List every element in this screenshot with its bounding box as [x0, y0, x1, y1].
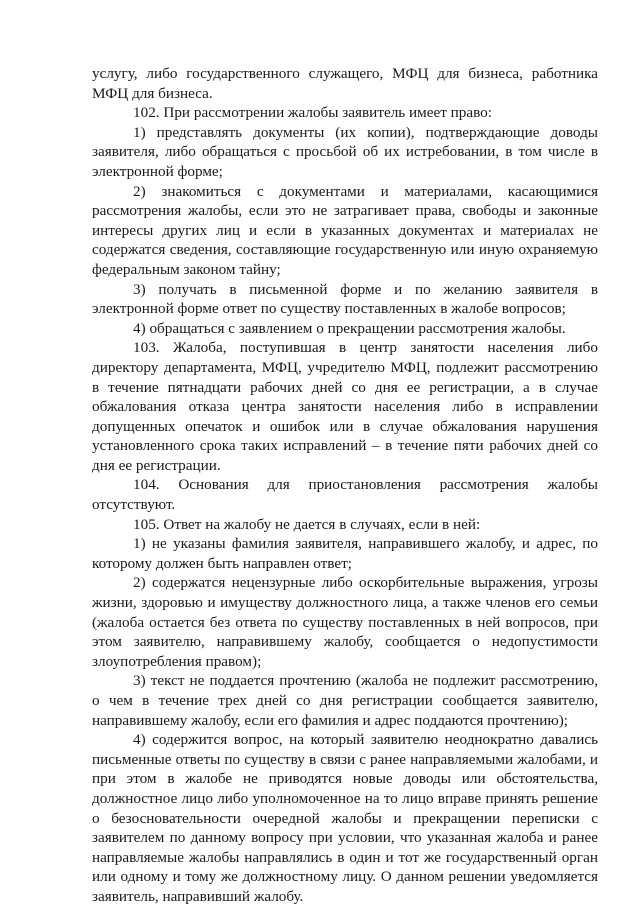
paragraph-105-item-4: 4) содержится вопрос, на который заявителю неоднократно давались письменные ответы по существу в связи с ранее направляемыми жалобами, и при этом в жалобе не приводятся новые доводы или обстоятельства, должностное лицо либо уполномоченное на то лицо вправе принять решение о безосновательности очередной жалобы и прекращении переписки с заявителем по данному вопросу при условии, что указанная жалоба и ранее направляемые жалобы направлялись в один и тот же государственный орган или одному и тому же должностному лицу. О данном решении уведомляется заявитель, направивший жалобу.	[92, 731, 598, 905]
paragraph-102-item-4: 4) обращаться с заявлением о прекращении рассмотрения жалобы.	[133, 319, 566, 337]
paragraph-105: 105. Ответ на жалобу не дается в случаях, если в ней:	[133, 515, 481, 533]
paragraph-105-item-1: 1) не указаны фамилия заявителя, направившего жалобу, и адрес, по которому должен быть направлен ответ;	[92, 535, 598, 572]
document-page	[92, 64, 598, 907]
paragraph-102-item-2: 2) знакомиться с документами и материалами, касающимися рассмотрения жалобы, если это не затрагивает права, свободы и законные интересы других лиц и если в указанных документах и материалах не содержатся сведения, составляющие государственную или иную охраняемую федеральным законом тайну;	[92, 182, 598, 278]
paragraph-105-item-3: 3) текст не поддается прочтению (жалоба не подлежит рассмотрению, о чем в течение трех дней со дня регистрации сообщается заявителю, направившему жалобу, если его фамилия и адрес поддаются прочтению);	[92, 672, 598, 729]
paragraph-102-item-1: 1) представлять документы (их копии), подтверждающие доводы заявителя, либо обращаться с просьбой об их истребовании, в том числе в электронной форме;	[92, 123, 598, 180]
paragraph-104: 104. Основания для приостановления рассмотрения жалобы отсутствуют.	[92, 476, 598, 514]
paragraph-103: 103. Жалоба, поступившая в центр занятости населения либо директору департамента, МФЦ, учредителю МФЦ, подлежит рассмотрению в течение пятнадцати рабочих дней со дня ее регистрации, а в случае обжалования отказа центра занятости населения либо в исправлении допущенных опечаток и ошибок или в случае обжалования нарушения установленного срока таких исправлений – в течение пяти рабочих дней со дня ее регистрации.	[92, 339, 598, 474]
paragraph-continuation: услугу, либо государственного служащего, МФЦ для бизнеса, работника МФЦ для бизнеса.	[92, 65, 598, 102]
paragraph-102-item-3: 3) получать в письменной форме и по желанию заявителя в электронной форме ответ по существу поставленных в жалобе вопросов;	[92, 280, 598, 318]
paragraph-105-item-2: 2) содержатся нецензурные либо оскорбительные выражения, угрозы жизни, здоровью и имуществу должностного лица, а также членов его семьи (жалоба остается без ответа по существу поставленных в ней вопросов, при этом заявителю, направившему жалобу, сообщается о недопустимости злоупотребления правом);	[92, 574, 598, 670]
paragraph-102: 102. При рассмотрении жалобы заявитель имеет право:	[133, 104, 492, 122]
